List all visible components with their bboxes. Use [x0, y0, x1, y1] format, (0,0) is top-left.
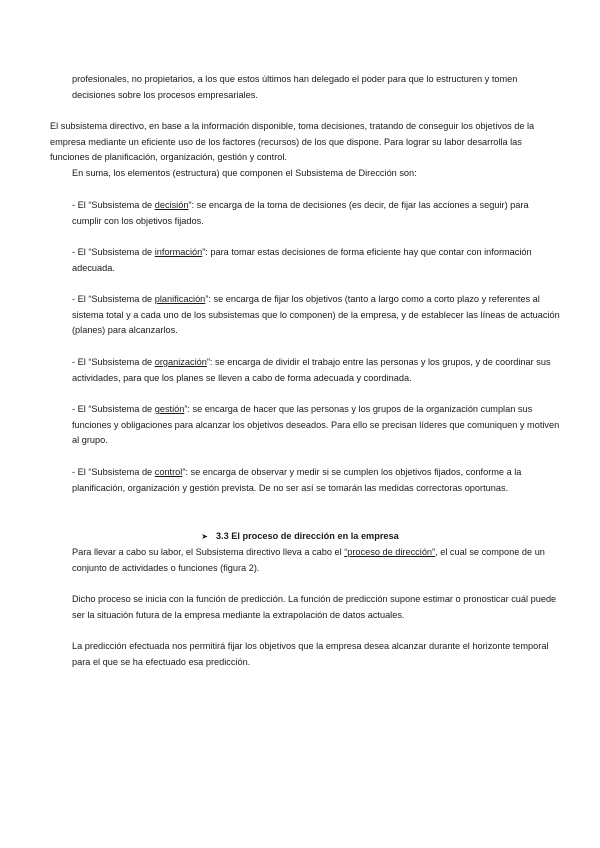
prediction-paragraph: Dicho proceso se inicia con la función de predicción. La función de predicción supone estimar o pronosticar cuál puede ser la situación futura de la empresa mediante la extrapolación de datos actuales.	[72, 594, 557, 620]
element-planning: - El “Subsistema de planificación”: se encarga de fijar los objetivos (tanto a largo como a corto plazo y referentes al sistema total y a cada uno de los subsistemas que lo componen) de la empresa, y de establecer las líneas de actuación (planes) para alcanzarlos.	[72, 294, 560, 335]
term-organization: organización	[154, 357, 207, 367]
summary-line: En suma, los elementos (estructura) que componen el Subsistema de Dirección son:	[72, 168, 417, 178]
element-organization: - El “Subsistema de organización”: se encarga de dividir el trabajo entre las personas y los grupos, y de coordinar sus actividades, para que los planes se lleven a cabo de forma adecuada y coordinada.	[72, 357, 551, 383]
arrow-bullet-icon: ➤	[201, 532, 208, 541]
element-control: - El “Subsistema de control”: se encarga de observar y medir si se cumplen los objetivos fijados, conforme a la planificación, organización y gestión prevista. De no ser así se tomarán las medidas correctoras oportunas.	[72, 467, 522, 493]
section-heading	[0, 529, 600, 545]
directive-paragraph: El subsistema directivo, en base a la información disponible, toma decisiones, tratando de conseguir los objetivos de la empresa mediante un eficiente uso de los factores (recursos) de los que dispone. Para lograr su labor desarrolla las funciones de planificación, organización, gestión y control.	[50, 121, 535, 162]
process-link-text: “proceso de dirección”	[344, 547, 436, 557]
term-decision: decisión	[154, 200, 189, 210]
intro-continuation: profesionales, no propietarios, a los que estos últimos han delegado el poder para que lo estructuren y tomen decisiones sobre los procesos empresariales.	[72, 74, 518, 100]
element-management: - El “Subsistema de gestión”: se encarga de hacer que las personas y los grupos de la organización cumplan sus funciones y obligaciones para alcanzar los objetivos deseados. Para ello se precisan líderes que comuniquen y motiven al grupo.	[72, 404, 560, 445]
element-decision: - El “Subsistema de decisión”: se encarga de la toma de decisiones (es decir, de fijar las acciones a seguir) para cumplir con los objetivos fijados.	[72, 200, 529, 226]
term-control: control	[154, 467, 183, 477]
process-paragraph: Para llevar a cabo su labor, el Subsistema directivo lleva a cabo el “proceso de dirección”, el cual se compone de un conjunto de actividades o funciones (figura 2).	[72, 547, 545, 573]
element-information: - El “Subsistema de información”: para tomar estas decisiones de forma eficiente hay que contar con información adecuada.	[72, 247, 532, 273]
term-information: información	[154, 247, 203, 257]
section-heading-text: 3.3 El proceso de dirección en la empresa	[215, 531, 399, 541]
objectives-paragraph: La predicción efectuada nos permitirá fijar los objetivos que la empresa desea alcanzar durante el horizonte temporal para el que se ha efectuado esa predicción.	[72, 641, 549, 667]
term-management: gestión	[154, 404, 185, 414]
term-planning: planificación	[154, 294, 206, 304]
